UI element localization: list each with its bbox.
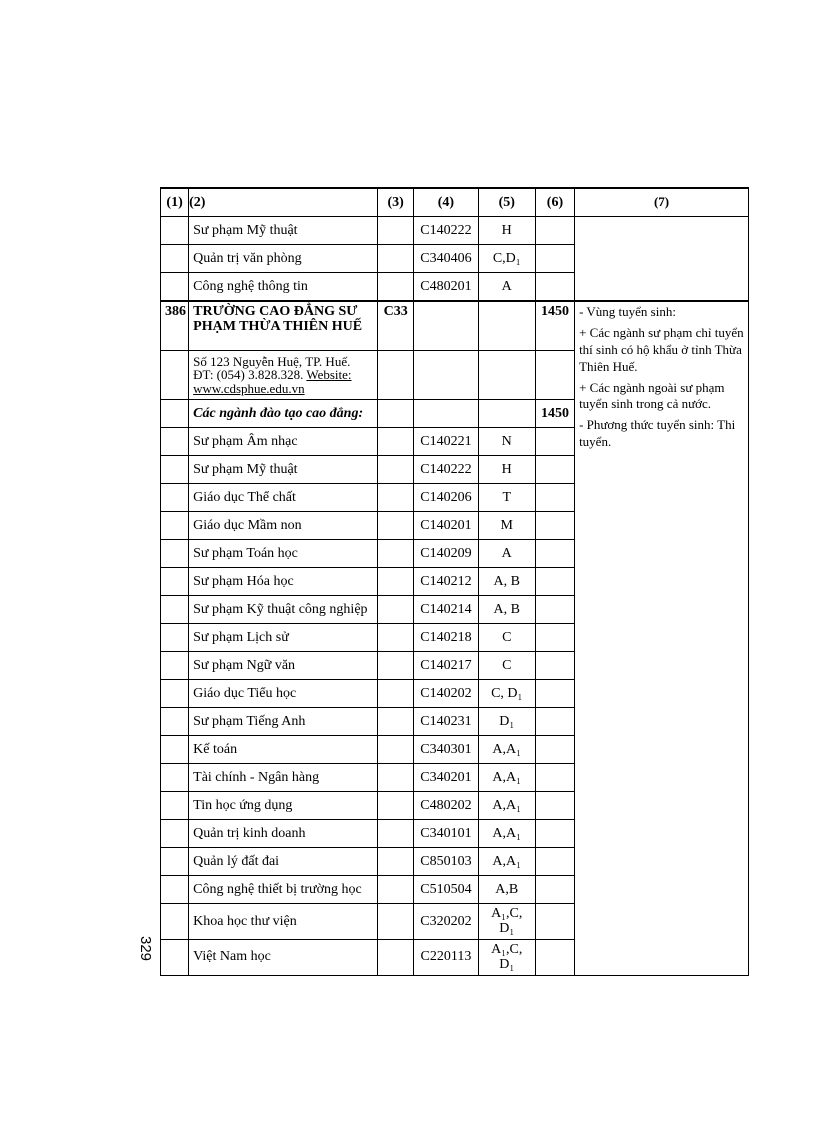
admissions-table	[160, 187, 749, 976]
school-code: C33	[378, 301, 414, 351]
program-name: Giáo dục Mầm non	[189, 512, 378, 540]
exam-block: A,A₁	[478, 764, 535, 792]
programs-label: Các ngành đào tạo cao đẳng:	[189, 400, 378, 428]
program-code: C480201	[414, 273, 478, 302]
exam-block: H	[478, 456, 535, 484]
program-code: C340301	[414, 736, 478, 764]
header-col-4: (4)	[414, 188, 478, 217]
program-code: C340201	[414, 764, 478, 792]
program-name: Việt Nam học	[189, 939, 378, 975]
program-code: C140206	[414, 484, 478, 512]
program-code: C140221	[414, 428, 478, 456]
exam-block: A,B	[478, 876, 535, 904]
exam-block: A, B	[478, 568, 535, 596]
program-code: C140214	[414, 596, 478, 624]
exam-block: A	[478, 540, 535, 568]
exam-block: N	[478, 428, 535, 456]
school-address: Số 123 Nguyễn Huệ, TP. Huế. ĐT: (054) 3.828.328. Website: www.cdsphue.edu.vn	[189, 351, 378, 400]
program-code: C220113	[414, 939, 478, 975]
program-name: Quản trị kinh doanh	[189, 820, 378, 848]
program-name: Khoa học thư viện	[189, 904, 378, 940]
table-row	[161, 217, 749, 245]
program-name: Quản trị văn phòng	[189, 245, 378, 273]
program-name: Sư phạm Tiếng Anh	[189, 708, 378, 736]
program-code: C140202	[414, 680, 478, 708]
school-quota: 1450	[535, 301, 574, 351]
program-code: C480202	[414, 792, 478, 820]
exam-block: A, B	[478, 596, 535, 624]
page-number: 329	[137, 936, 154, 962]
header-col-1: (1)	[161, 188, 189, 217]
program-name: Sư phạm Lịch sử	[189, 624, 378, 652]
note-line: - Phương thức tuyển sinh: Thi tuyển.	[579, 417, 736, 450]
exam-block: C, D₁	[478, 680, 535, 708]
programs-quota: 1450	[535, 400, 574, 428]
header-col-2: (2)	[189, 188, 378, 217]
note-line: + Các ngành ngoài sư phạm tuyển sinh trong cả nước.	[579, 379, 725, 412]
exam-block: T	[478, 484, 535, 512]
program-code: C320202	[414, 904, 478, 940]
header-col-7: (7)	[575, 188, 749, 217]
exam-block: C	[478, 624, 535, 652]
website-link[interactable]: Website: www.cdsphue.edu.vn	[193, 367, 352, 396]
program-name: Giáo dục Thể chất	[189, 484, 378, 512]
program-name: Sư phạm Hóa học	[189, 568, 378, 596]
exam-block: A,A₁	[478, 848, 535, 876]
program-code: C140222	[414, 217, 478, 245]
program-code: C850103	[414, 848, 478, 876]
program-name: Sư phạm Mỹ thuật	[189, 456, 378, 484]
program-name: Giáo dục Tiểu học	[189, 680, 378, 708]
program-name: Sư phạm Ngữ văn	[189, 652, 378, 680]
notes-cell	[575, 301, 749, 975]
school-index: 386	[161, 301, 189, 351]
school-row	[161, 301, 749, 351]
program-code: C510504	[414, 876, 478, 904]
exam-block: A₁,C, D₁	[478, 939, 535, 975]
note-line: - Vùng tuyển sinh:	[579, 304, 676, 319]
header-row	[161, 188, 749, 217]
exam-block: A,A₁	[478, 736, 535, 764]
program-name: Công nghệ thông tin	[189, 273, 378, 302]
program-code: C140222	[414, 456, 478, 484]
program-name: Sư phạm Toán học	[189, 540, 378, 568]
program-name: Sư phạm Mỹ thuật	[189, 217, 378, 245]
exam-block: A	[478, 273, 535, 302]
header-col-3: (3)	[378, 188, 414, 217]
header-col-5: (5)	[478, 188, 535, 217]
school-name: TRƯỜNG CAO ĐẲNG SƯ PHẠM THỪA THIÊN HUẾ	[189, 301, 378, 351]
note-line: + Các ngành sư phạm chỉ tuyển thí sinh có hộ khẩu ở tỉnh Thừa Thiên Huế.	[579, 324, 744, 374]
program-name: Quản lý đất đai	[189, 848, 378, 876]
exam-block: M	[478, 512, 535, 540]
program-name: Sư phạm Kỹ thuật công nghiệp	[189, 596, 378, 624]
program-name: Tin học ứng dụng	[189, 792, 378, 820]
exam-block: C,D₁	[478, 245, 535, 273]
program-code: C340101	[414, 820, 478, 848]
exam-block: C	[478, 652, 535, 680]
exam-block: H	[478, 217, 535, 245]
exam-block: A₁,C, D₁	[478, 904, 535, 940]
program-code: C140201	[414, 512, 478, 540]
program-name: Sư phạm Âm nhạc	[189, 428, 378, 456]
exam-block: A,A₁	[478, 820, 535, 848]
program-code: C140218	[414, 624, 478, 652]
program-code: C340406	[414, 245, 478, 273]
program-code: C140217	[414, 652, 478, 680]
program-code: C140231	[414, 708, 478, 736]
exam-block: D₁	[478, 708, 535, 736]
program-code: C140209	[414, 540, 478, 568]
program-name: Công nghệ thiết bị trường học	[189, 876, 378, 904]
header-col-6: (6)	[535, 188, 574, 217]
exam-block: A,A₁	[478, 792, 535, 820]
program-name: Tài chính - Ngân hàng	[189, 764, 378, 792]
program-name: Kế toán	[189, 736, 378, 764]
program-code: C140212	[414, 568, 478, 596]
